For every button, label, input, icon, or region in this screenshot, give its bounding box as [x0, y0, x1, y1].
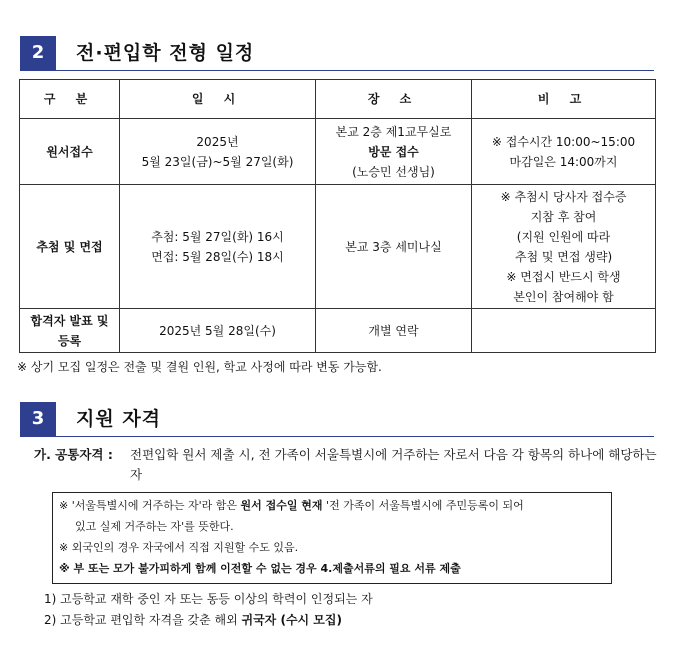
row-category: 추첨 및 면접 — [20, 185, 120, 309]
box-line-1 — [59, 495, 605, 516]
row-place: 개별 연락 — [316, 309, 472, 353]
box-text: ※ '서울특별시에 거주하는 자'라 함은 — [59, 499, 241, 512]
row-place: 본교 3층 세미나실 — [316, 185, 472, 309]
common-text: 전편입학 원서 제출 시, 전 가족이 서울특별시에 거주하는 자로서 다음 각 항목의 하나에 해당하는 자 — [130, 447, 657, 482]
list-item — [44, 610, 373, 631]
datetime-line: 추첨: 5월 27일(화) 16시 — [151, 229, 284, 244]
box-text: '전 가족이 서울특별시에 주민등록이 되어 — [322, 499, 524, 512]
datetime-line: 5월 23일(금)~5월 27일(화) — [141, 154, 294, 169]
row-datetime — [120, 119, 316, 185]
row-datetime: 2025년 5월 28일(수) — [120, 309, 316, 353]
category-line: 등록 — [57, 333, 82, 348]
row-category: 원서접수 — [20, 119, 120, 185]
place-line: (노승민 선생님) — [352, 164, 435, 179]
box-line-4: ※ 부 또는 모가 불가피하게 함께 이전할 수 없는 경우 4.제출서류의 필요 서류 제출 — [59, 562, 461, 575]
qualification-list — [44, 589, 373, 631]
box-line-3: ※ 외국인의 경우 자국에서 직접 지원할 수도 있음. — [59, 541, 299, 554]
row-remark — [472, 185, 656, 309]
remark-line: (지원 인원에 따라 — [516, 229, 611, 244]
section-2-title: 전·편입학 전형 일정 — [76, 42, 255, 64]
header-datetime: 일 시 — [120, 80, 316, 119]
list-item-bold-text: 귀국자 (수시 모집) — [241, 613, 342, 627]
remark-line: ※ 추첨시 당사자 접수증 — [500, 189, 627, 204]
common-qualification — [34, 445, 664, 485]
table-row — [20, 309, 656, 353]
datetime-line: 2025년 — [196, 134, 239, 149]
schedule-table — [19, 79, 656, 353]
row-category — [20, 309, 120, 353]
box-bold-text: 원서 접수일 현재 — [240, 499, 323, 512]
row-remark — [472, 119, 656, 185]
remark-line: 지참 후 참여 — [530, 209, 597, 224]
place-line: 방문 접수 — [368, 144, 419, 159]
remark-line: ※ 면접시 반드시 학생 — [506, 269, 621, 284]
header-category: 구 분 — [20, 80, 120, 119]
section-3-title: 지원 자격 — [76, 408, 162, 430]
list-item-text: 2) 고등학교 편입학 자격을 갖춘 해외 — [44, 613, 242, 627]
table-header-row — [20, 80, 656, 119]
remark-line: 추첨 및 면접 생략) — [514, 249, 613, 264]
row-place — [316, 119, 472, 185]
remark-line: 마감일은 14:00까지 — [509, 154, 618, 169]
datetime-line: 면접: 5월 28일(수) 18시 — [151, 249, 284, 264]
place-line: 본교 2층 제1교무실로 — [335, 124, 452, 139]
section-3-number: 3 — [20, 402, 56, 436]
box-line-2: 있고 실제 거주하는 자'를 뜻한다. — [75, 520, 234, 533]
section-2-header — [20, 36, 654, 71]
section-3-header — [20, 402, 654, 437]
category-line: 합격자 발표 및 — [30, 313, 109, 328]
header-place: 장 소 — [316, 80, 472, 119]
table-row — [20, 119, 656, 185]
table-row — [20, 185, 656, 309]
row-remark — [472, 309, 656, 353]
section-2-number: 2 — [20, 36, 56, 70]
header-remark: 비 고 — [472, 80, 656, 119]
row-datetime — [120, 185, 316, 309]
schedule-note: ※ 상기 모집 일정은 전출 및 결원 인원, 학교 사정에 따라 변동 가능함. — [17, 360, 382, 374]
list-item: 1) 고등학교 재학 중인 자 또는 동등 이상의 학력이 인정되는 자 — [44, 592, 373, 606]
common-label: 가. 공통자격 : — [34, 447, 113, 462]
remark-line: 본인이 참여해야 함 — [513, 289, 614, 304]
residence-note-box — [52, 492, 612, 584]
remark-line: ※ 접수시간 10:00~15:00 — [491, 134, 636, 149]
